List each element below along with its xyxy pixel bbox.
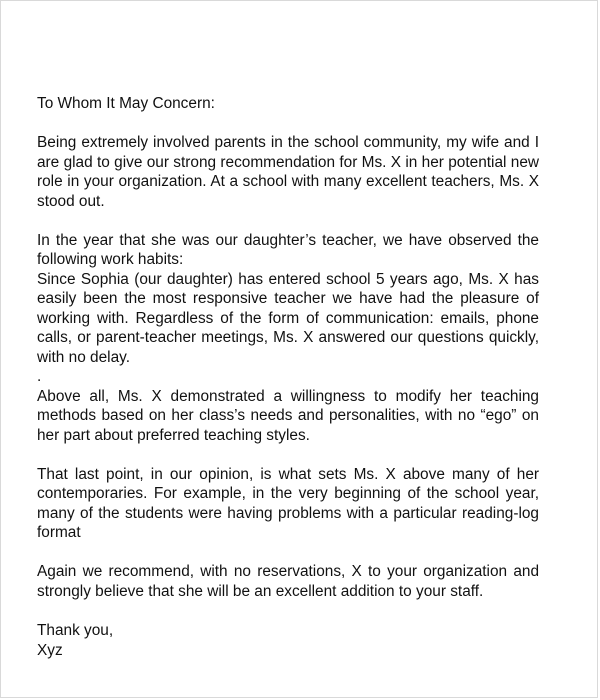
paragraph-work-habits-intro: In the year that she was our daughter’s teacher, we have observed the following work habits: [37, 231, 539, 268]
signature: Xyz [37, 641, 63, 659]
letter-body [37, 94, 539, 661]
closing-block [37, 621, 539, 661]
separator-dot: . [37, 368, 42, 385]
paragraph-recommendation: Being extremely involved parents in the school community, my wife and I are glad to give our strong recommendation for Ms. X in her potential new role in your organization. At a school with many excellent teachers, Ms. X stood out. [37, 134, 539, 210]
paragraph-work-habits-detail: Since Sophia (our daughter) has entered school 5 years ago, Ms. X has easily been the most responsive teacher we have had the pleasure of working with. Regardless of the form of communication: emails, phone calls, or parent-teacher meetings, Ms. X answered our questions quickly, with no delay. [37, 270, 539, 366]
paragraph-teaching-methods: Above all, Ms. X demonstrated a willingness to modify her teaching methods based on her class’s needs and personalities, with no “ego” on her part about preferred teaching styles. [37, 387, 539, 444]
paragraph-contemporaries: That last point, in our opinion, is what sets Ms. X above many of her contemporaries. For example, in the very beginning of the school year, many of the students were having problems with a particular reading-log format [37, 465, 539, 541]
paragraph-final-recommendation: Again we recommend, with no reservations, X to your organization and strongly believe that she will be an excellent addition to your staff. [37, 563, 539, 600]
closing-text: Thank you, [37, 621, 114, 639]
salutation: To Whom It May Concern: [37, 95, 215, 112]
